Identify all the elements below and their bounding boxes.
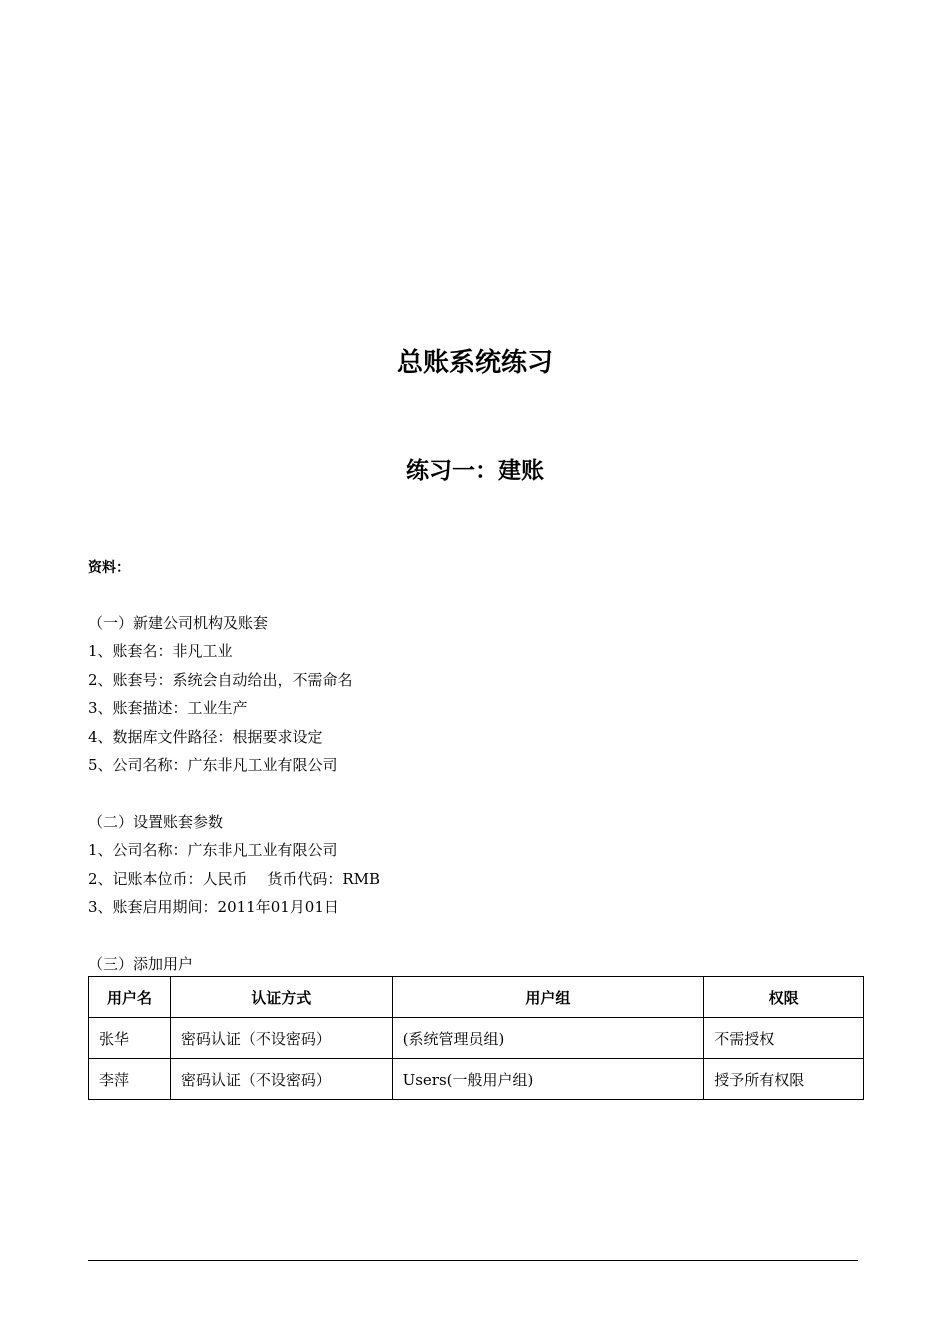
section1-item: 5、公司名称：广东非凡工业有限公司: [88, 756, 338, 774]
cell-username: 李萍: [89, 1059, 171, 1100]
cell-permissions: 不需授权: [704, 1018, 864, 1059]
section2-item: 3、账套启用期间：2011年01月01日: [88, 898, 339, 916]
section2-heading: （二）设置账套参数: [88, 813, 224, 831]
section1-item: 4、数据库文件路径：根据要求设定: [88, 728, 323, 746]
cell-auth-method: 密码认证（不设密码）: [170, 1018, 392, 1059]
section3-heading: （三）添加用户: [88, 955, 194, 973]
materials-label: 资料：: [88, 560, 130, 576]
section2-item: 1、公司名称：广东非凡工业有限公司: [88, 841, 338, 859]
table-row: [89, 1018, 864, 1059]
section1-heading: （一）新建公司机构及账套: [88, 614, 269, 632]
cell-username: 张华: [89, 1018, 171, 1059]
section2-item: 2、记账本位币：人民币 货币代码：RMB: [88, 870, 380, 888]
cell-auth-method: 密码认证（不设密码）: [170, 1059, 392, 1100]
cell-user-group: Users(一般用户组): [392, 1059, 704, 1100]
header-permissions: 权限: [704, 977, 864, 1018]
table-header-row: [89, 977, 864, 1018]
users-table: [88, 976, 864, 1100]
section1-item: 1、账套名：非凡工业: [88, 642, 233, 660]
header-user-group: 用户组: [392, 977, 704, 1018]
cell-permissions: 授予所有权限: [704, 1059, 864, 1100]
header-auth-method: 认证方式: [170, 977, 392, 1018]
section1-item: 3、账套描述：工业生产: [88, 699, 248, 717]
section1-item: 2、账套号：系统会自动给出，不需命名: [88, 671, 353, 689]
header-username: 用户名: [89, 977, 171, 1018]
table-row: [89, 1059, 864, 1100]
document-title: 总账系统练习: [396, 348, 553, 378]
exercise-subtitle: 练习一：建账: [406, 458, 544, 484]
cell-user-group: (系统管理员组): [392, 1018, 704, 1059]
footer-divider: [88, 1260, 858, 1261]
